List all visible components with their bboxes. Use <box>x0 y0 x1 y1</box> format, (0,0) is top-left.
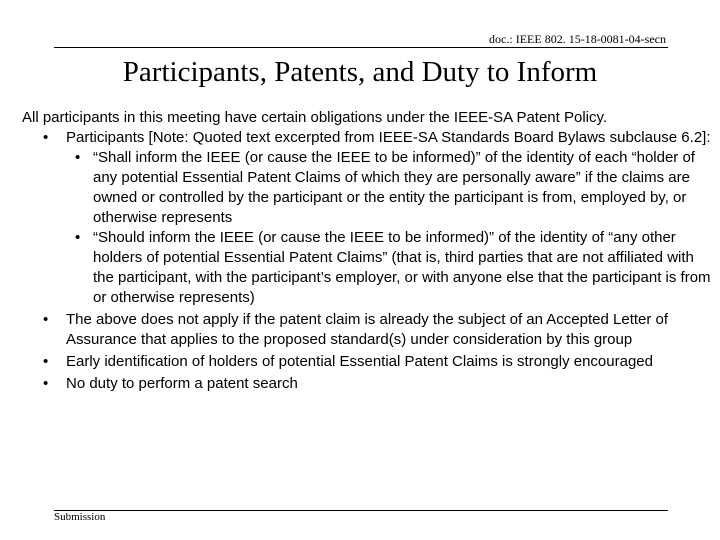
bullet-icon: • <box>43 129 49 146</box>
list-item <box>22 128 712 308</box>
list-item-text: No duty to perform a patent search <box>66 375 298 392</box>
bullet-icon: • <box>75 229 81 246</box>
document-reference: doc.: IEEE 802. 15-18-0081-04-secn <box>489 32 666 46</box>
bullet-list <box>22 128 712 394</box>
list-item-text: Early identification of holders of potential Essential Patent Claims is strongly encouraged <box>66 353 653 370</box>
list-item <box>22 352 712 372</box>
sub-list-item <box>66 228 712 308</box>
sub-bullet-list <box>66 148 712 308</box>
list-item-text: The above does not apply if the patent claim is already the subject of an Accepted Letter of Assurance that applies to the proposed standard(s) under consideration by this group <box>66 311 669 348</box>
slide-title: Participants, Patents, and Duty to Inform <box>122 56 598 88</box>
bullet-icon: • <box>43 353 49 370</box>
sub-list-item <box>66 148 712 228</box>
list-item-text: Participants [Note: Quoted text excerpted from IEEE-SA Standards Board Bylaws subclause 6.2]: <box>66 129 711 146</box>
footer-rule <box>54 510 668 511</box>
list-item <box>22 310 712 350</box>
footer-label: Submission <box>54 511 106 523</box>
sub-list-item-text: “Shall inform the IEEE (or cause the IEEE to be informed)” of the identity of each “holder of any potential Essential Patent Claims of which they are personally aware” if the claims are owned or controlled by the participant or the entity the participant is from, employed by, or otherwise represents <box>93 149 695 226</box>
bullet-icon: • <box>43 311 49 328</box>
header-rule <box>54 47 668 48</box>
bullet-icon: • <box>43 375 49 392</box>
bullet-icon: • <box>75 149 81 166</box>
slide-body <box>22 108 712 396</box>
sub-list-item-text: “Should inform the IEEE (or cause the IEEE to be informed)” of the identity of “any other holders of potential Essential Patent Claims” (that is, third parties that are not affiliated with the participant, with the participant’s employer, or with anyone else that the participant is from or otherwise represents) <box>93 229 711 306</box>
intro-paragraph: All participants in this meeting have certain obligations under the IEEE-SA Patent Policy. <box>22 109 608 126</box>
list-item <box>22 374 712 394</box>
